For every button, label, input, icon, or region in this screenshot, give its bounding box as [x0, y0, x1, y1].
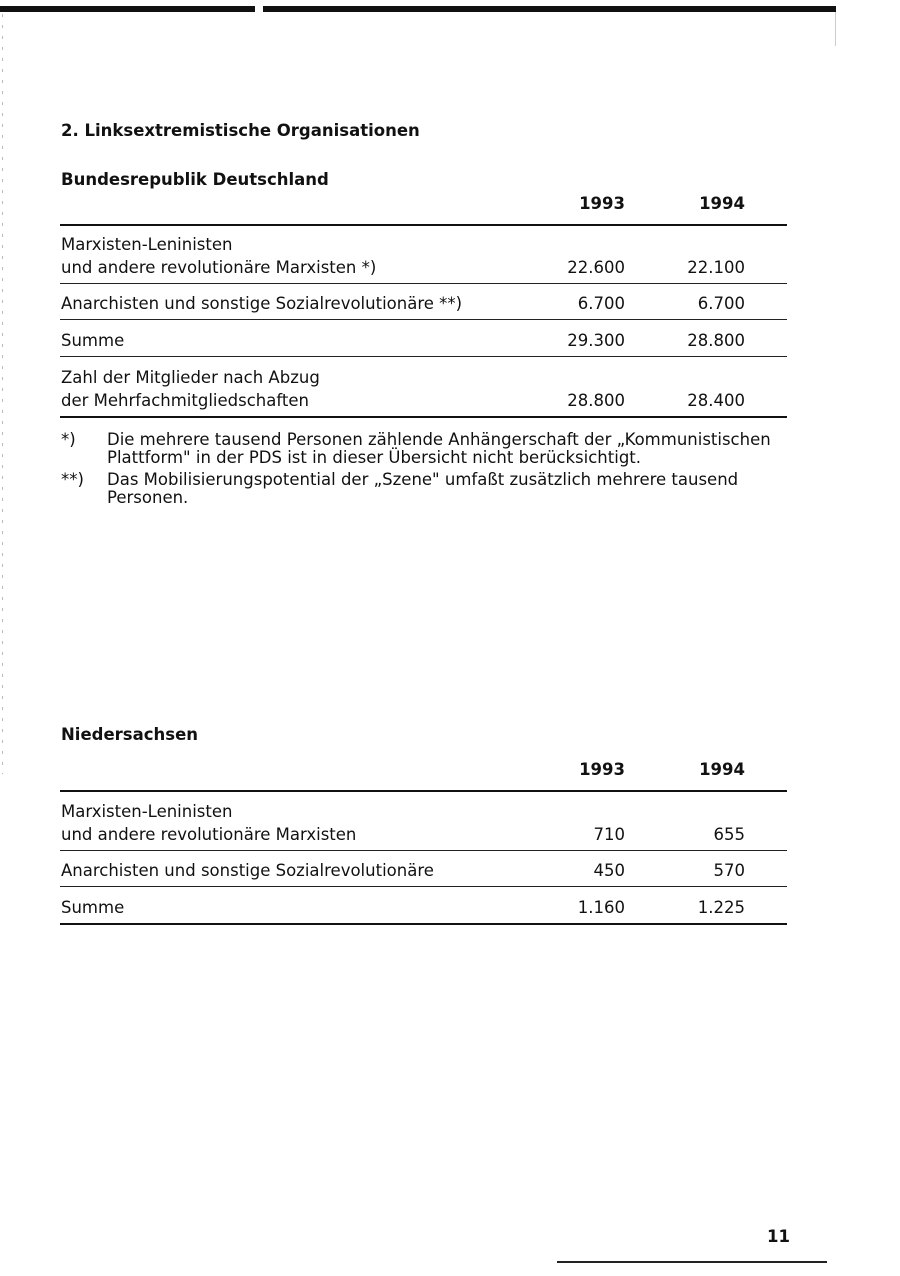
lower-saxony-table-header — [60, 760, 787, 792]
footnote-mark: **) — [61, 470, 84, 489]
value-1994: 1.225 — [697, 898, 745, 917]
federal-heading: Bundesrepublik Deutschland — [61, 170, 329, 189]
scan-top-bar — [0, 6, 836, 12]
row-label: Summe — [61, 331, 125, 350]
federal-table-header — [60, 194, 787, 226]
footer-rule — [557, 1261, 827, 1263]
year-1994-header: 1994 — [699, 194, 745, 213]
section-title: 2. Linksextremistische Organisationen — [61, 121, 420, 140]
value-1993: 1.160 — [577, 898, 625, 917]
value-1994: 655 — [713, 825, 745, 844]
value-1993: 28.800 — [567, 391, 625, 410]
year-1994-header: 1994 — [699, 760, 745, 779]
footnote — [60, 471, 800, 511]
year-1993-header: 1993 — [579, 194, 625, 213]
row-label: Summe — [61, 898, 125, 917]
row-label: Anarchisten und sonstige Sozialrevolutionäre — [61, 861, 434, 880]
value-1994: 22.100 — [687, 258, 745, 277]
scan-left-edge — [2, 14, 3, 774]
lower-saxony-table — [60, 760, 787, 925]
value-1994: 6.700 — [697, 294, 745, 313]
value-1993: 22.600 — [567, 258, 625, 277]
federal-table — [60, 194, 787, 418]
scan-edge-mark — [835, 12, 836, 46]
table-row — [60, 284, 787, 320]
value-1993: 710 — [593, 825, 625, 844]
row-label: Marxisten-Leninisten und andere revolutionäre Marxisten — [61, 802, 357, 844]
value-1994: 570 — [713, 861, 745, 880]
table-row — [60, 320, 787, 357]
table-row — [60, 887, 787, 925]
value-1993: 29.300 — [567, 331, 625, 350]
table-row — [60, 357, 787, 418]
table-row — [60, 851, 787, 887]
table-row — [60, 226, 787, 284]
value-1993: 6.700 — [577, 294, 625, 313]
row-label: Zahl der Mitglieder nach Abzug der Mehrfachmitgliedschaften — [61, 368, 320, 410]
row-label: Marxisten-Leninisten und andere revolutionäre Marxisten *) — [61, 235, 377, 277]
scan-top-bar-gap — [255, 6, 263, 13]
footnote-text: Die mehrere tausend Personen zählende Anhängerschaft der „Kommunistischen Plattform" in der PDS ist in dieser Übersicht nicht berücksichtigt. — [107, 430, 771, 467]
year-1993-header: 1993 — [579, 760, 625, 779]
value-1994: 28.400 — [687, 391, 745, 410]
page-number: 11 — [767, 1227, 790, 1246]
row-label: Anarchisten und sonstige Sozialrevolutionäre **) — [61, 294, 463, 313]
table-row — [60, 792, 787, 851]
footnote — [60, 431, 800, 471]
value-1993: 450 — [593, 861, 625, 880]
value-1994: 28.800 — [687, 331, 745, 350]
lower-saxony-heading: Niedersachsen — [61, 725, 199, 744]
footnote-text: Das Mobilisierungspotential der „Szene" umfaßt zusätzlich mehrere tausend Personen. — [107, 470, 739, 507]
footnote-mark: *) — [61, 430, 76, 449]
